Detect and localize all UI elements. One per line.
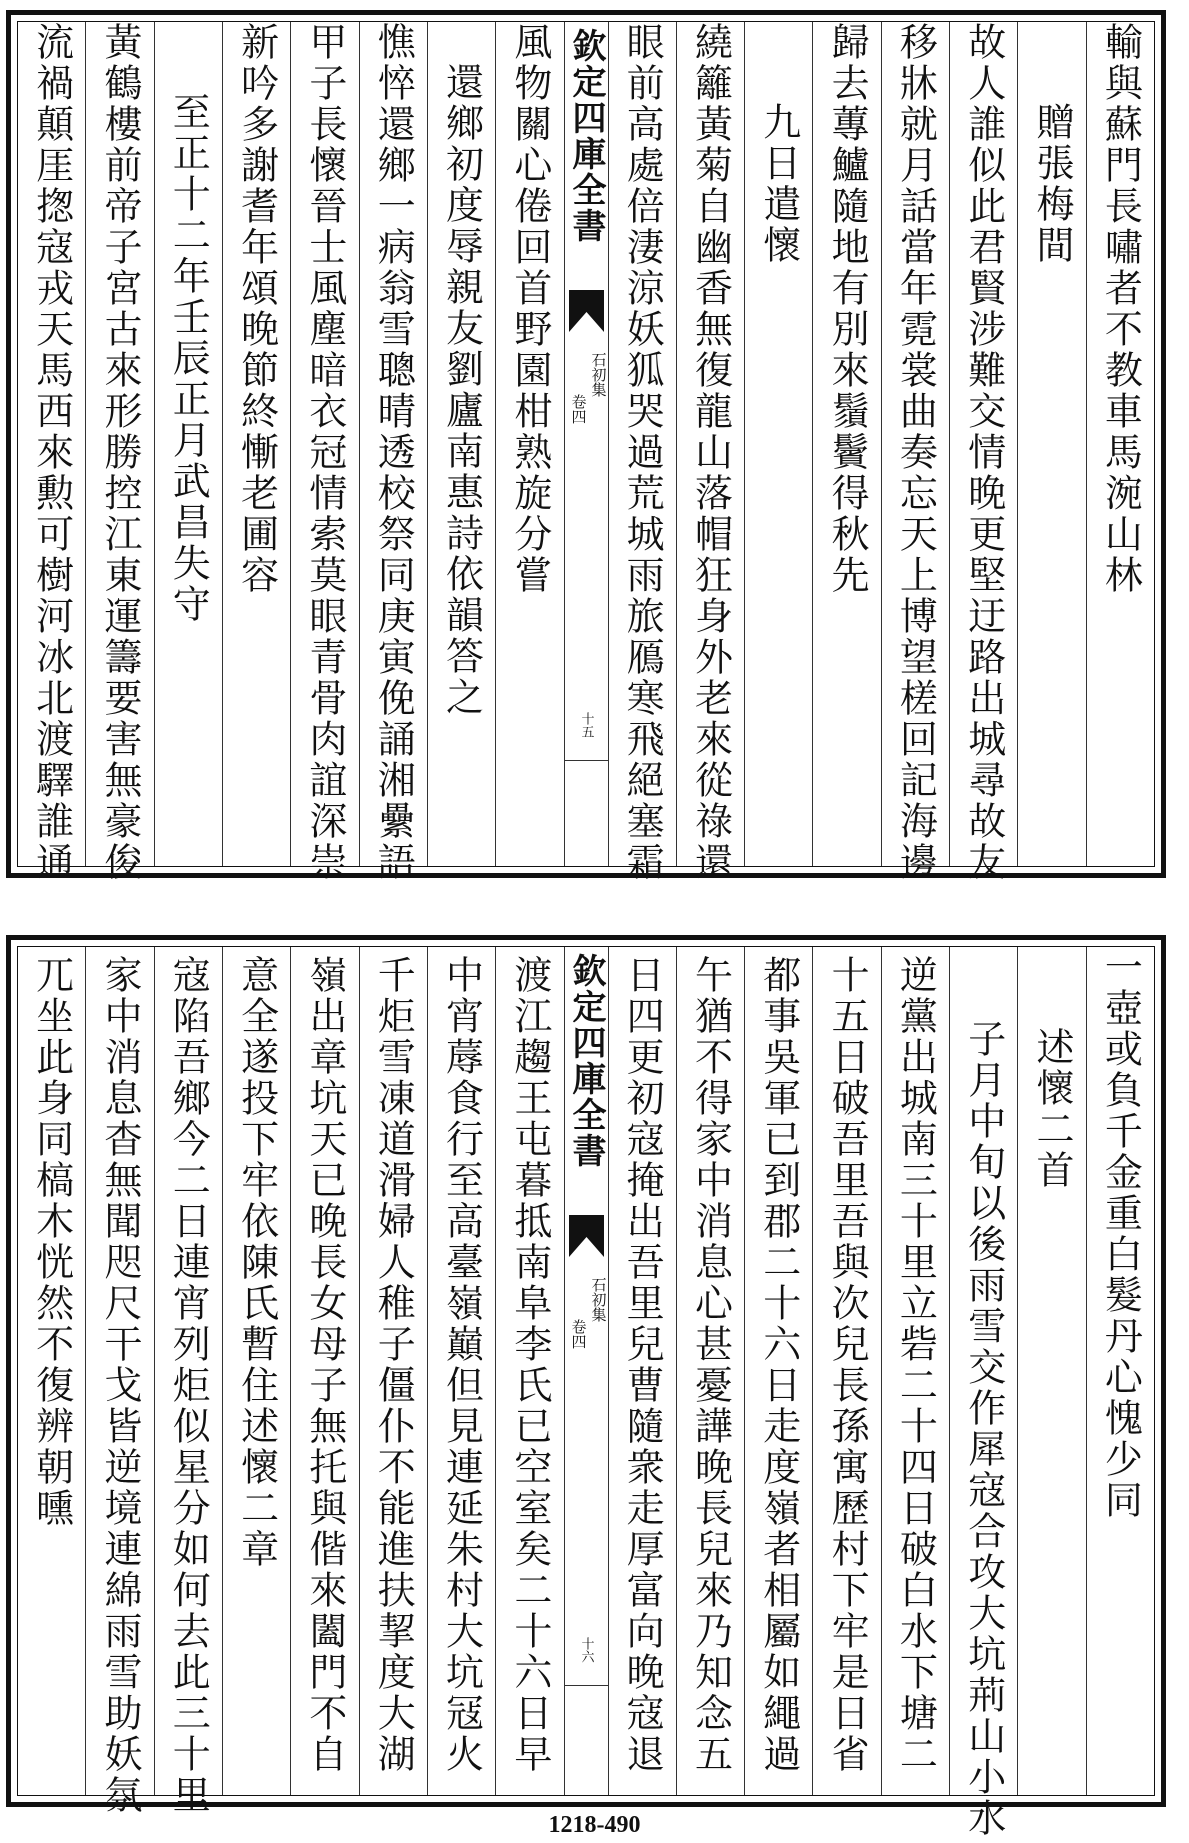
center-gutter bbox=[564, 947, 608, 1795]
text-column bbox=[744, 947, 812, 1795]
column-text: 移牀就月話當年霓裳曲奏忘天上博望槎回記海邊 bbox=[893, 22, 938, 883]
poem-title-column bbox=[154, 22, 222, 866]
text-column bbox=[154, 947, 222, 1816]
fish-tail-mark-icon bbox=[569, 1215, 604, 1257]
catalog-number: 1218-490 bbox=[548, 1812, 641, 1838]
text-column bbox=[359, 22, 427, 883]
text-column bbox=[608, 947, 676, 1795]
gutter-book-title: 欽定四庫全書 bbox=[566, 28, 606, 244]
column-text: 繞籬黃菊自幽香無復龍山落帽狂身外老來從祿還 bbox=[688, 22, 733, 883]
column-text: 午猶不得家中消息心甚憂譁晚長兒來乃知念五 bbox=[688, 955, 733, 1775]
text-column bbox=[290, 22, 358, 883]
column-text: 眼前高處倍淒涼妖狐哭過荒城雨旅鴈寒飛絕塞霜 bbox=[620, 22, 665, 883]
column-text: 歸去蓴鱸隨地有別來鬚鬢得秋先 bbox=[825, 22, 870, 596]
column-text: 黃鶴樓前帝子宮古來形勝控江東運籌要害無豪俊 bbox=[97, 22, 142, 883]
text-column bbox=[1086, 22, 1154, 866]
poem-title-column bbox=[1017, 22, 1085, 866]
poem-title: 還鄉初度辱親友劉廬南惠詩依韻答之 bbox=[439, 62, 484, 718]
text-column bbox=[427, 947, 495, 1795]
column-text: 甲子長懷晉士風塵暗衣冠情索莫眼青骨肉誼深崇 bbox=[302, 22, 347, 883]
gutter-rule bbox=[565, 760, 608, 761]
column-text: 故人誰似此君賢涉難交情晚更堅迂路出城尋故友 bbox=[961, 22, 1006, 883]
column-text: 嶺出章坑天已晚長女母子無托與偕來闔門不自 bbox=[302, 955, 347, 1775]
column-text: 風物關心倦回首野園柑熟旋分嘗 bbox=[507, 22, 552, 596]
text-column bbox=[949, 22, 1017, 883]
text-column bbox=[495, 22, 563, 866]
poem-title-column bbox=[1017, 947, 1085, 1795]
center-gutter bbox=[564, 22, 608, 866]
column-text: 憔悴還鄉一病翁雪聰晴透校祭同庚寅俛誦湘纍語 bbox=[371, 22, 416, 883]
column-text: 渡江趨王屯暮抵南阜李氏已空室矣二十六日早 bbox=[507, 955, 552, 1775]
gutter-rule bbox=[565, 1685, 608, 1686]
column-text: 都事吳軍已到郡二十六日走度嶺者相屬如繩過 bbox=[756, 955, 801, 1775]
poem-title-column bbox=[427, 22, 495, 866]
top-page-frame bbox=[17, 21, 1155, 883]
text-column bbox=[222, 22, 290, 866]
poem-title: 述懷二首 bbox=[1030, 1027, 1075, 1191]
column-text: 千炬雪凍道滑婦人稚子僵仆不能進扶挈度大湖 bbox=[371, 955, 416, 1775]
text-column bbox=[676, 947, 744, 1795]
preface-column bbox=[949, 947, 1017, 1839]
text-column bbox=[881, 947, 949, 1795]
gutter-volume: 卷四 bbox=[569, 394, 588, 424]
column-text: 十五日破吾里吾與次兒長孫寓歷村下牢是日省 bbox=[825, 955, 870, 1775]
column-text: 逆黨出城南三十里立砦二十四日破白水下塘二 bbox=[893, 955, 938, 1775]
gutter-book-title: 欽定四庫全書 bbox=[566, 953, 606, 1169]
text-column bbox=[222, 947, 290, 1795]
text-column bbox=[18, 947, 85, 1795]
text-column bbox=[676, 22, 744, 883]
text-column bbox=[85, 947, 153, 1816]
column-text: 中宵蓐食行至高臺嶺巔但見連延朱村大坑冦火 bbox=[439, 955, 484, 1775]
column-text: 日四更初寇掩出吾里兒曹隨衆走厚富向晚寇退 bbox=[620, 955, 665, 1775]
poem-title: 贈張梅間 bbox=[1030, 102, 1075, 266]
gutter-collection: 石初集 bbox=[589, 352, 608, 397]
poem-title-column bbox=[744, 22, 812, 866]
text-column bbox=[1086, 947, 1154, 1795]
poem-title: 九日遣懷 bbox=[756, 102, 801, 266]
text-column bbox=[608, 22, 676, 883]
gutter-collection: 石初集 bbox=[589, 1277, 608, 1322]
gutter-page-number: 十六 bbox=[578, 1637, 594, 1663]
column-text: 一壺或負千金重白髮丹心愧少同 bbox=[1098, 947, 1143, 1521]
top-page bbox=[6, 10, 1166, 883]
text-column bbox=[85, 22, 153, 883]
text-column bbox=[359, 947, 427, 1795]
text-column bbox=[812, 947, 880, 1795]
column-text: 兀坐此身同槁木恍然不復辨朝曛 bbox=[29, 955, 74, 1529]
gutter-volume: 卷四 bbox=[569, 1319, 588, 1349]
column-text: 子月中旬以後雨雪交作犀寇合攻大坑荊山小水 bbox=[961, 1019, 1006, 1839]
text-column bbox=[290, 947, 358, 1795]
column-text: 新吟多謝耆年頌晚節終慚老圃容 bbox=[234, 22, 279, 596]
text-column bbox=[495, 947, 563, 1795]
text-column bbox=[881, 22, 949, 883]
fish-tail-mark-icon bbox=[569, 290, 604, 332]
column-text: 流禍顛厓揔寇戎天馬西來勲可樹河冰北渡驛誰通 bbox=[29, 22, 74, 883]
poem-title: 至正十二年壬辰正月武昌失守 bbox=[166, 92, 211, 625]
column-text: 寇陷吾鄉今二日連宵列炬似星分如何去此三十里 bbox=[166, 955, 211, 1816]
text-column bbox=[812, 22, 880, 866]
column-text: 家中消息杳無聞咫尺干戈皆逆境連綿雨雪助妖氛 bbox=[97, 955, 142, 1816]
column-text: 意全遂投下牢依陳氏暫住述懷二章 bbox=[234, 955, 279, 1570]
text-column bbox=[18, 22, 85, 883]
column-text: 輸與蘇門長嘯者不教車馬涴山林 bbox=[1098, 22, 1143, 596]
gutter-page-number: 十五 bbox=[578, 712, 594, 738]
